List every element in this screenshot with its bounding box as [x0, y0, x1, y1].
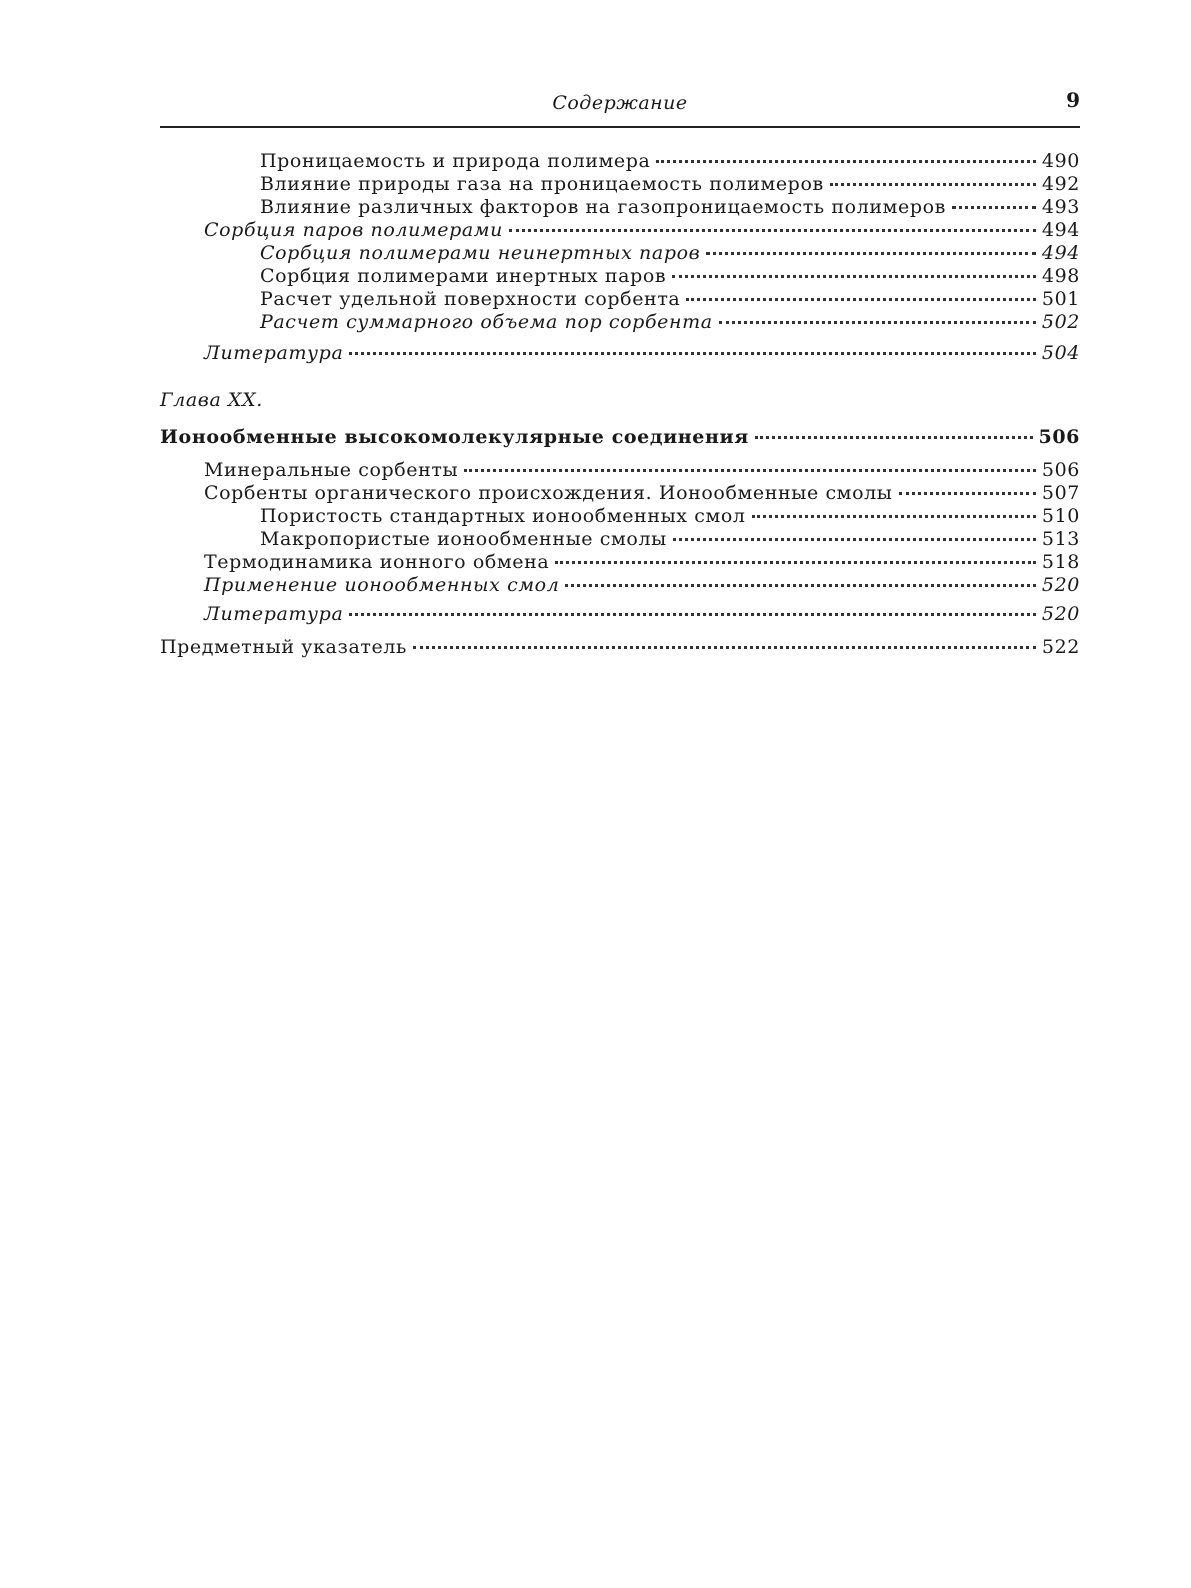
- toc-entry-page: 490: [1041, 150, 1080, 172]
- toc-entry-title: Литература: [204, 342, 344, 364]
- toc-entry-page: 494: [1041, 242, 1080, 264]
- toc-entry-title: Расчет суммарного объема пор сорбента: [260, 311, 713, 333]
- toc-entry-page: 520: [1041, 603, 1080, 625]
- dot-leader: [686, 298, 1036, 301]
- toc-entry-page: 506: [1038, 426, 1080, 448]
- toc-entry: [160, 342, 1080, 365]
- page-header: [160, 84, 1080, 124]
- dot-leader: [830, 183, 1036, 186]
- toc-entry: [160, 196, 1080, 219]
- dot-leader: [349, 352, 1036, 355]
- toc-entry-page: 493: [1041, 196, 1080, 218]
- toc-entry: [160, 150, 1080, 173]
- toc-entry-title: Расчет удельной поверхности сорбента: [260, 288, 681, 310]
- toc-entry-title: Макропористые ионообменные смолы: [260, 528, 667, 550]
- toc-entry: [160, 311, 1080, 334]
- header-rule: [160, 126, 1080, 128]
- toc-entry-title: Термодинамика ионного обмена: [204, 551, 550, 573]
- toc-entry: [160, 482, 1080, 505]
- page-number: 9: [1066, 88, 1080, 112]
- toc-entry-page: 520: [1041, 574, 1080, 596]
- dot-leader: [464, 469, 1036, 472]
- toc-entry-title: Литература: [204, 603, 344, 625]
- dot-leader: [349, 613, 1036, 616]
- toc-entry-page: 513: [1041, 528, 1080, 550]
- toc-entry-title-text: Сорбция паров полимерами: [204, 219, 504, 241]
- toc-entry-title: Сорбенты органического происхождения. Ионообменные смолы: [204, 482, 893, 504]
- toc-entry: [160, 636, 1080, 659]
- toc-entry: [160, 288, 1080, 311]
- toc-entry: [160, 173, 1080, 196]
- dot-leader: [706, 252, 1036, 255]
- toc-entry-title: Сорбция полимерами инертных паров: [260, 265, 667, 287]
- dot-leader: [719, 321, 1036, 324]
- dot-leader: [656, 160, 1035, 163]
- dot-leader: [509, 229, 1036, 232]
- dot-leader: [413, 646, 1036, 649]
- toc-entry-page: 522: [1041, 636, 1080, 658]
- table-of-contents: [160, 150, 1080, 659]
- toc-entry-title: Ионообменные высокомолекулярные соединения: [160, 426, 749, 448]
- toc-entry: [160, 574, 1080, 597]
- dot-leader: [673, 538, 1036, 541]
- toc-entry: [160, 551, 1080, 574]
- toc-entry: [160, 528, 1080, 551]
- running-title: Содержание: [552, 92, 688, 114]
- toc-entry-title: Применение ионообменных смол: [204, 574, 560, 596]
- dot-leader: [899, 492, 1036, 495]
- toc-entry: [160, 505, 1080, 528]
- toc-entry-title: Влияние природы газа на проницаемость полимеров: [260, 173, 824, 195]
- dot-leader: [672, 275, 1036, 278]
- dot-leader: [755, 436, 1033, 439]
- toc-entry-title: Пористость стандартных ионообменных смол: [260, 505, 746, 527]
- toc-entry-page: 502: [1041, 311, 1080, 333]
- toc-entry: [160, 459, 1080, 482]
- toc-entry: [160, 265, 1080, 288]
- toc-entry-page: 507: [1041, 482, 1080, 504]
- dot-leader: [565, 584, 1036, 587]
- toc-entry-title: Минеральные сорбенты: [204, 459, 459, 481]
- toc-entry-title: Проницаемость и природа полимера: [260, 150, 651, 172]
- toc-entry-page: 510: [1041, 505, 1080, 527]
- toc-entry: [160, 426, 1080, 449]
- toc-entry-page: 504: [1041, 342, 1080, 364]
- toc-entry-page: 494: [1041, 219, 1080, 241]
- dot-leader: [752, 515, 1036, 518]
- toc-entry-title: Предметный указатель: [160, 636, 407, 658]
- toc-entry-page: 498: [1041, 265, 1080, 287]
- toc-entry-page: 518: [1041, 551, 1080, 573]
- toc-entry-page: 501: [1041, 288, 1080, 310]
- toc-entry-page: 506: [1041, 459, 1080, 481]
- toc-entry: [160, 219, 1080, 242]
- toc-entry-page: 492: [1041, 173, 1080, 195]
- dot-leader: [952, 206, 1036, 209]
- toc-entry-title: Сорбция полимерами неинертных паров: [260, 242, 701, 264]
- toc-entry-title: [204, 219, 503, 242]
- toc-entry: [160, 242, 1080, 265]
- toc-entry: [160, 603, 1080, 626]
- toc-entry-title: Влияние различных факторов на газопроницаемость полимеров: [260, 196, 946, 218]
- dot-leader: [555, 561, 1036, 564]
- chapter-label: Глава XX.: [160, 389, 263, 411]
